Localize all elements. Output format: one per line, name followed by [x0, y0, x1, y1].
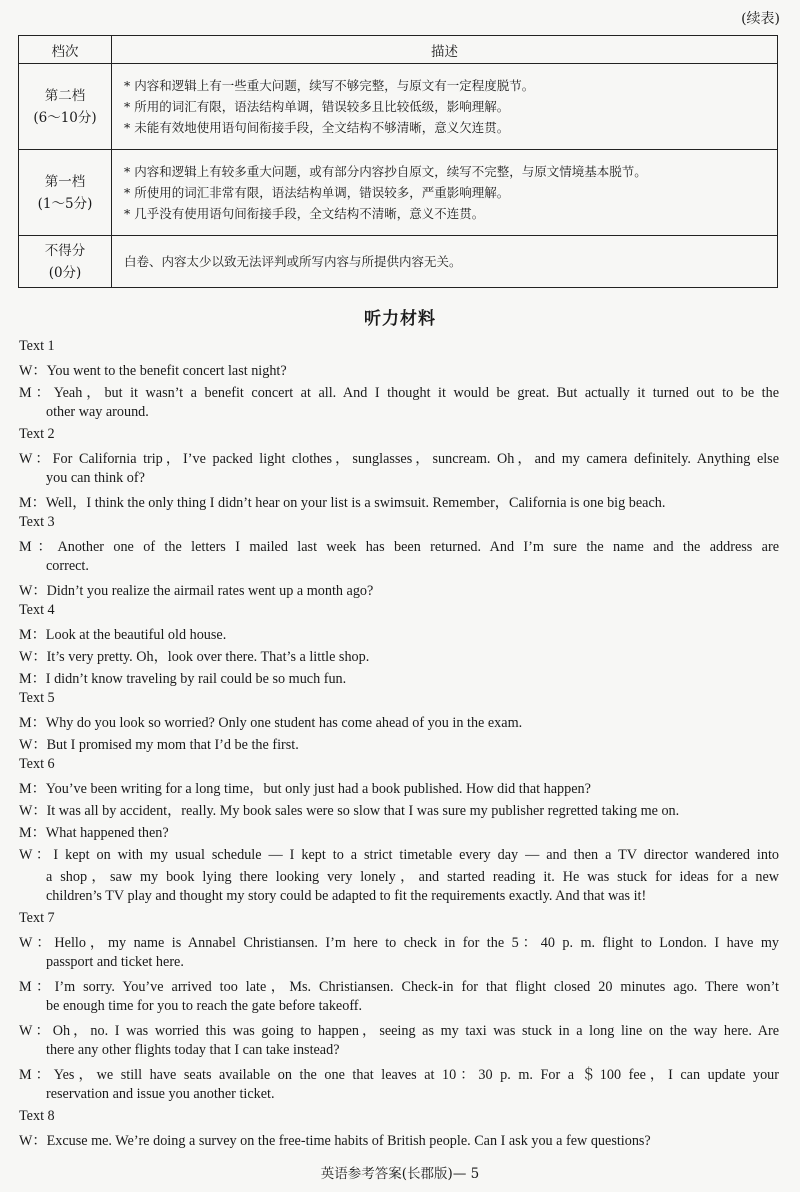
level-score: (0分)	[48, 264, 82, 281]
level-score: (1～5分)	[37, 195, 93, 212]
dialogue-line: M：Well，I think the only thing I didn’t hear on your list is a swimsuit. Remember，California is one big beach.	[19, 495, 666, 511]
header-level: 档次	[19, 36, 112, 64]
level-name: 不得分	[44, 242, 86, 259]
section-title: 听力材料	[364, 309, 436, 329]
text-heading: Text 7	[19, 910, 55, 926]
description-item: * 所用的词汇有限，语法结构单调，错误较多且比较低级，影响理解。	[124, 99, 510, 114]
description-item: * 几乎没有使用语句间衔接手段，全文结构不清晰，意义不连贯。	[124, 206, 485, 221]
dialogue-line: correct.	[46, 558, 89, 574]
grading-table	[18, 35, 778, 288]
dialogue-line: passport and ticket here.	[46, 954, 184, 970]
level-cell	[19, 150, 112, 236]
text-heading: Text 6	[19, 756, 55, 772]
description-item: 白卷、内容太少以致无法评判或所写内容与所提供内容无关。	[124, 254, 462, 269]
dialogue-line: M：Another one of the letters I mailed last week has been returned. And I’m sure the name and the address are	[19, 539, 779, 555]
description-item: * 内容和逻辑上有一些重大问题，续写不够完整，与原文有一定程度脱节。	[124, 78, 535, 93]
text-heading: Text 3	[19, 514, 55, 530]
description-cell	[112, 150, 778, 236]
dialogue-line: reservation and issue you another ticket.	[46, 1086, 275, 1102]
dialogue-line: W：For California trip，I’ve packed light clothes，sunglasses，suncream. Oh，and my camera definitely. Anything else	[19, 451, 779, 467]
text-heading: Text 4	[19, 602, 55, 618]
dialogue-line: M：Yes，we still have seats available on the one that leaves at 10：30 p. m. For a ＄100 fee，I can update your	[19, 1067, 779, 1083]
level-name: 第二档	[44, 87, 86, 104]
dialogue-line: W：Hello，my name is Annabel Christiansen. I’m here to check in for the 5：40 p. m. flight to London. I have my	[19, 935, 779, 951]
page-footer: 英语参考答案(长郡版)— 5	[320, 1166, 480, 1182]
level-score: (6～10分)	[33, 109, 97, 126]
description-cell	[112, 236, 778, 288]
dialogue-line: W：It’s very pretty. Oh，look over there. That’s a little shop.	[19, 649, 370, 665]
description-item: * 内容和逻辑上有较多重大问题，或有部分内容抄自原文，续写不完整，与原文情境基本脱节。	[124, 164, 647, 179]
dialogue-line: children’s TV play and thought my story could be adapted to fit the requirements exactly. And that was it!	[46, 888, 647, 904]
dialogue-line: a shop，saw my book lying there looking very lonely，and started reading it. He was stuck for ideas for a new	[46, 869, 779, 885]
continued-label: (续表)	[741, 11, 780, 27]
table-header-row	[19, 36, 778, 64]
dialogue-line: W：But I promised my mom that I’d be the first.	[19, 737, 299, 753]
dialogue-line: W：Didn’t you realize the airmail rates went up a month ago?	[19, 583, 374, 599]
dialogue-line: W：I kept on with my usual schedule — I kept to a strict timetable every day — and then a TV director wandered into	[19, 847, 779, 863]
dialogue-line: M：Why do you look so worried? Only one student has come ahead of you in the exam.	[19, 715, 523, 731]
dialogue-line: M：You’ve been writing for a long time，but only just had a book published. How did that happen?	[19, 781, 591, 797]
dialogue-line: other way around.	[46, 404, 149, 420]
text-heading: Text 5	[19, 690, 55, 706]
table-row	[19, 64, 778, 150]
description-cell	[112, 64, 778, 150]
text-heading: Text 8	[19, 1108, 55, 1124]
dialogue-line: M：What happened then?	[19, 825, 169, 841]
level-name: 第一档	[44, 173, 86, 190]
text-heading: Text 2	[19, 426, 55, 442]
dialogue-line: M：Yeah，but it wasn’t a benefit concert at all. And I thought it would be great. But actually it turned out to be the	[19, 385, 779, 401]
dialogue-line: M：Look at the beautiful old house.	[19, 627, 227, 643]
description-item: * 所使用的词汇非常有限，语法结构单调，错误较多，严重影响理解。	[124, 185, 510, 200]
dialogue-line: you can think of?	[46, 470, 145, 486]
level-cell	[19, 236, 112, 288]
description-item: * 未能有效地使用语句间衔接手段，全文结构不够清晰，意义欠连贯。	[124, 120, 510, 135]
dialogue-line: M：I’m sorry. You’ve arrived too late，Ms. Christiansen. Check-in for that flight closed 20 minutes ago. There won’t	[19, 979, 779, 995]
text-heading: Text 1	[19, 338, 55, 354]
dialogue-line: W：Oh，no. I was worried this was going to happen，seeing as my taxi was stuck in a long line on the way here. Are	[19, 1023, 779, 1039]
dialogue-line: W：You went to the benefit concert last night?	[19, 363, 287, 379]
level-cell	[19, 64, 112, 150]
dialogue-line: be enough time for you to reach the gate before takeoff.	[46, 998, 363, 1014]
dialogue-line: W：Excuse me. We’re doing a survey on the free-time habits of British people. Can I ask you a few questions?	[19, 1133, 651, 1149]
dialogue-line: there any other flights today that I can take instead?	[46, 1042, 340, 1058]
table-row	[19, 236, 778, 288]
dialogue-line: M：I didn’t know traveling by rail could be so much fun.	[19, 671, 347, 687]
header-description: 描述	[112, 36, 778, 64]
table-row	[19, 150, 778, 236]
dialogue-line: W：It was all by accident，really. My book sales were so slow that I was sure my publisher regretted taking me on.	[19, 803, 680, 819]
